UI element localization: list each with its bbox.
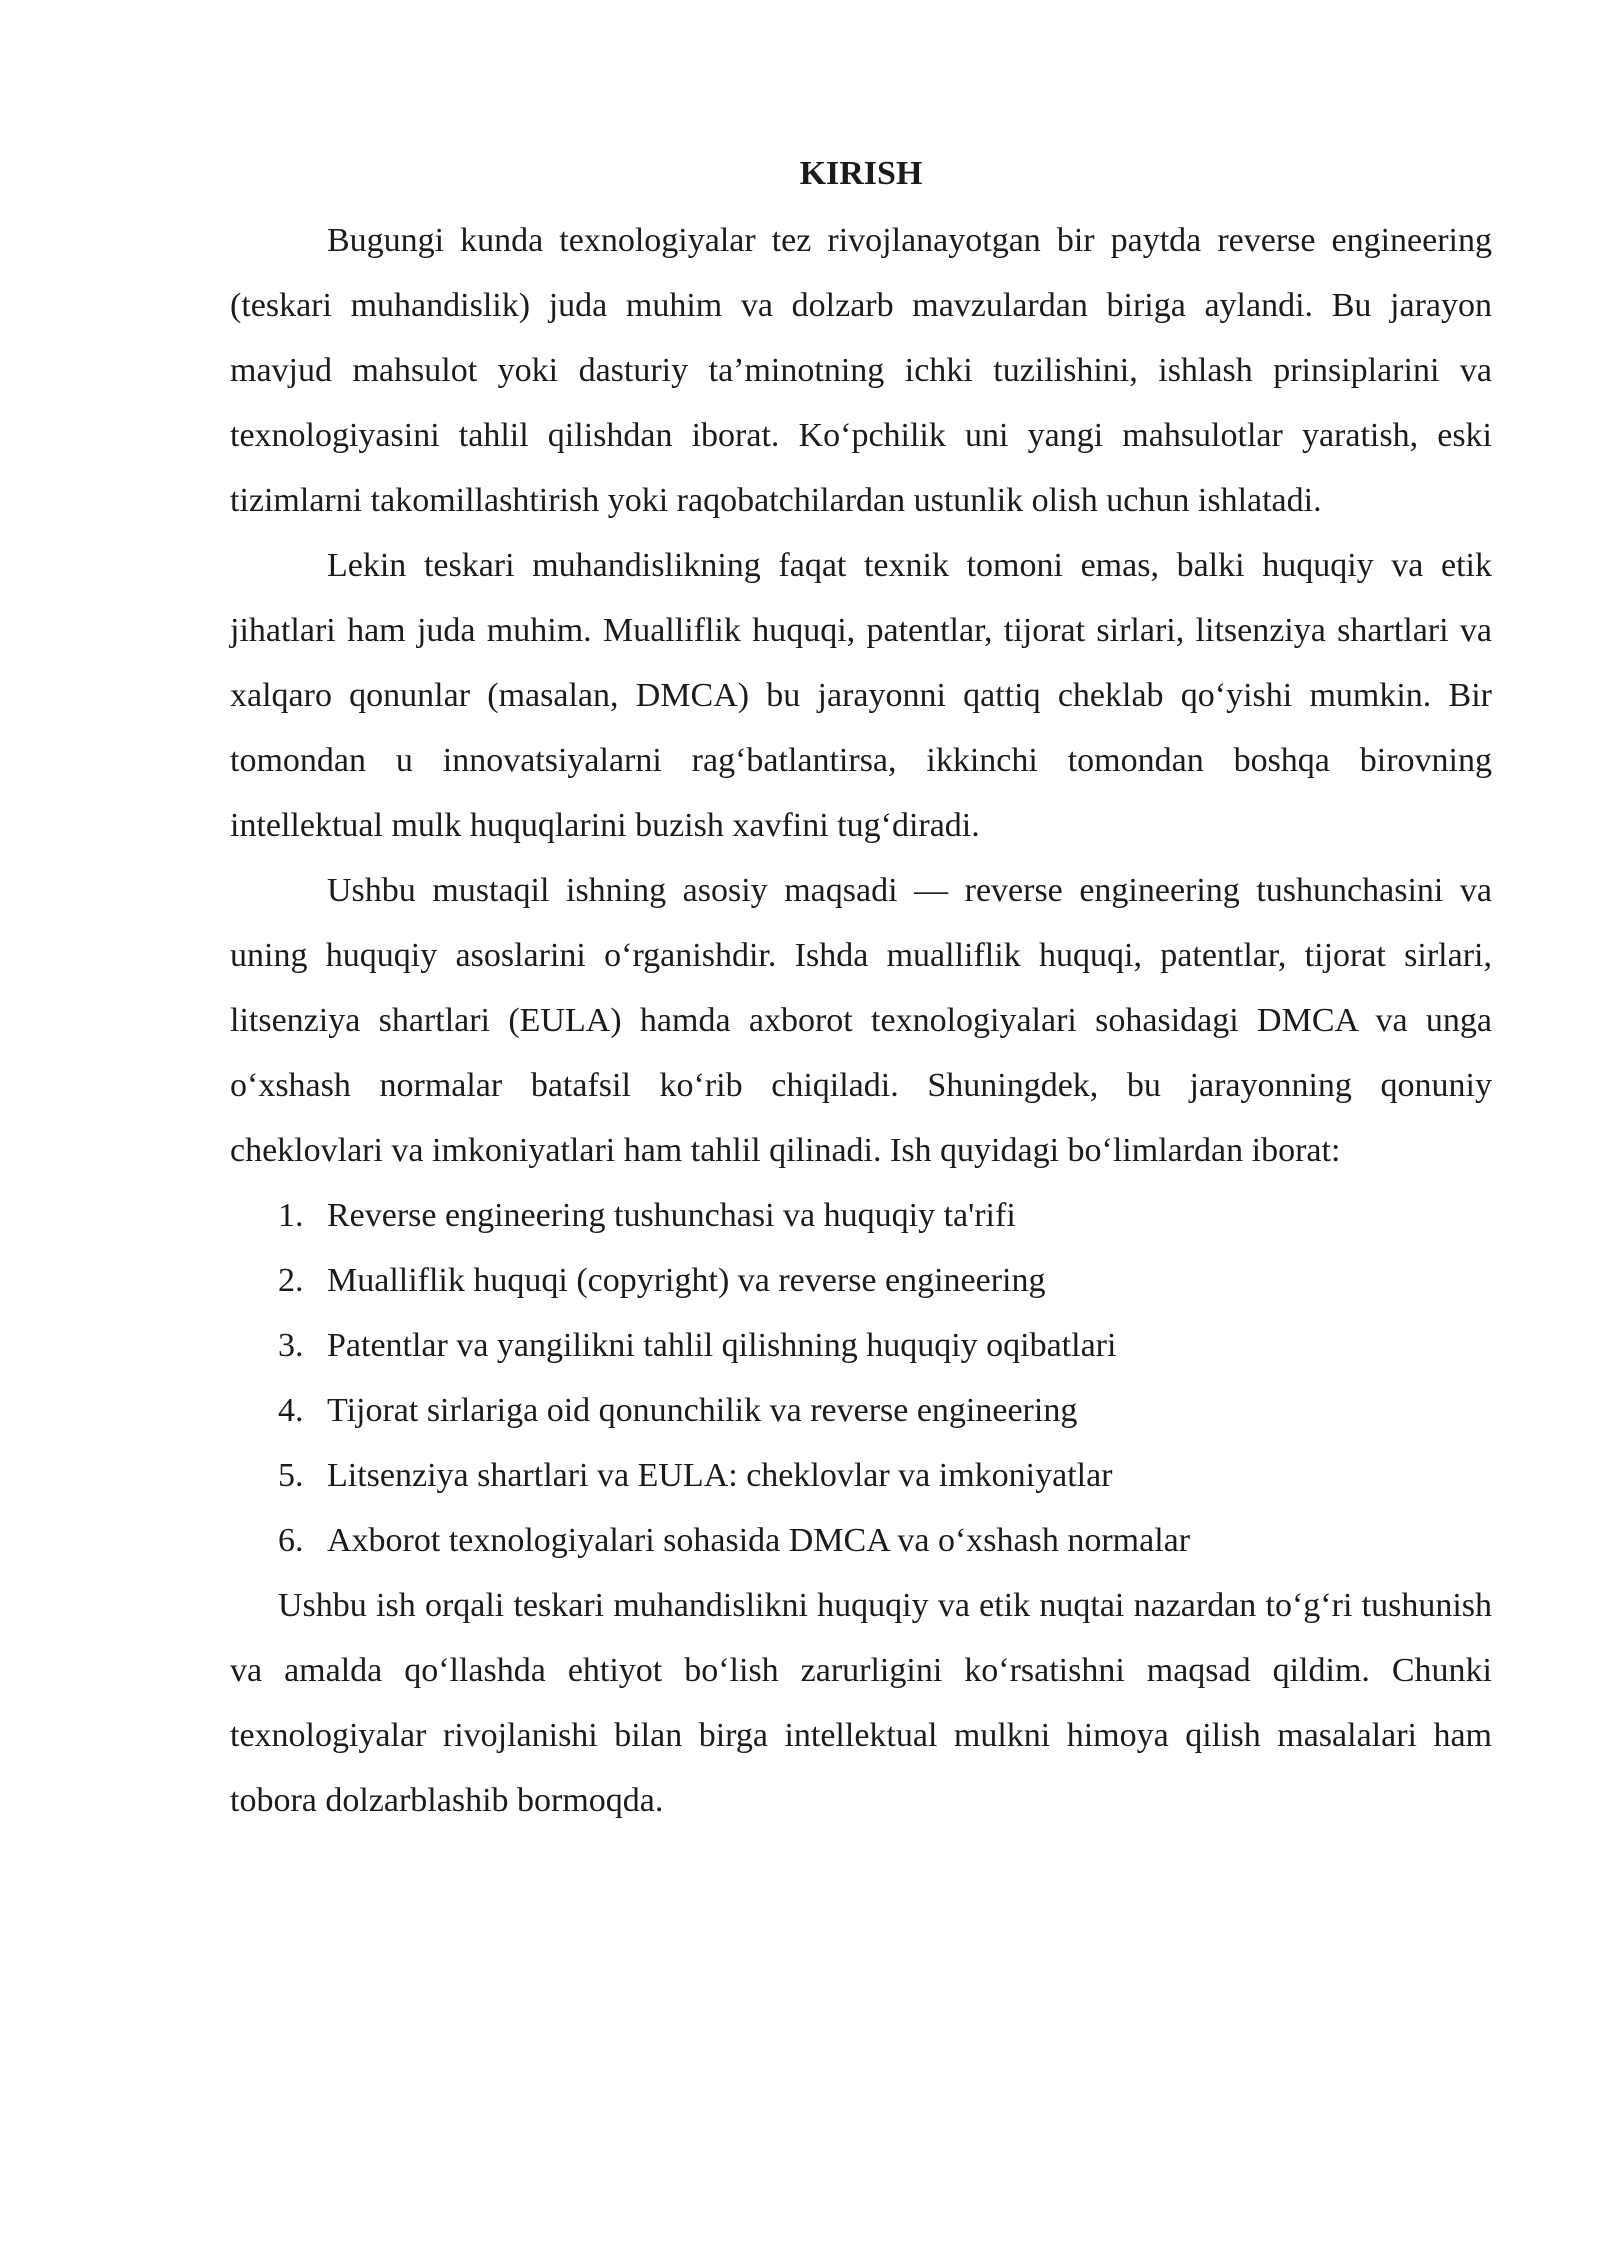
page-title: KIRISH: [799, 155, 923, 192]
list-item-text: Tijorat sirlariga oid qonunchilik va reverse engineering: [327, 1392, 1078, 1429]
list-item-text: Litsenziya shartlari va EULA: cheklovlar va imkoniyatlar: [327, 1457, 1113, 1494]
list-item-number: 6.: [278, 1522, 304, 1559]
list-item-number: 2.: [278, 1262, 304, 1299]
list-item-number: 5.: [278, 1457, 304, 1494]
list-item: [230, 1183, 1492, 1248]
list-item-number: 4.: [278, 1392, 304, 1429]
document-body: [230, 142, 1492, 1833]
list-item-number: 3.: [278, 1327, 304, 1364]
list-item: [230, 1443, 1492, 1508]
paragraph-closing: Ushbu ish orqali teskari muhandislikni huquqiy va etik nuqtai nazardan to‘g‘ri tushunish va amalda qo‘llashda ehtiyot bo‘lish zarurligini ko‘rsatishni maqsad qildim. Chunki texnologiyalar rivojlanishi bilan birga intellektual mulkni himoya qilish masalalari ham tobora dolzarblashib bormoqda.: [230, 1587, 1492, 1819]
list-item: [230, 1248, 1492, 1313]
list-item: [230, 1313, 1492, 1378]
paragraph-goal: Ushbu mustaqil ishning asosiy maqsadi — reverse engineering tushunchasini va uning huquqiy asoslarini o‘rganishdir. Ishda mualliflik huquqi, patentlar, tijorat sirlari, litsenziya shartlari (EULA) hamda axborot texnologiyalari sohasidagi DMCA va unga o‘xshash normalar batafsil ko‘rib chiqiladi. Shuningdek, bu jarayonning qonuniy cheklovlari va imkoniyatlari ham tahlil qilinadi. Ish quyidagi bo‘limlardan iborat:: [230, 872, 1492, 1169]
list-item: [230, 1508, 1492, 1573]
paragraph-legal-aspects: Lekin teskari muhandislikning faqat texnik tomoni emas, balki huquqiy va etik jihatlari ham juda muhim. Mualliflik huquqi, patentlar, tijorat sirlari, litsenziya shartlari va xalqaro qonunlar (masalan, DMCA) bu jarayonni qattiq cheklab qo‘yishi mumkin. Bir tomondan u innovatsiyalarni rag‘batlantirsa, ikkinchi tomondan boshqa birovning intellektual mulk huquqlarini buzish xavfini tug‘diradi.: [230, 547, 1492, 844]
list-item-text: Mualliflik huquqi (copyright) va reverse engineering: [327, 1262, 1046, 1299]
list-item-number: 1.: [278, 1197, 304, 1234]
paragraph-intro: Bugungi kunda texnologiyalar tez rivojlanayotgan bir paytda reverse engineering (teskari muhandislik) juda muhim va dolzarb mavzulardan biriga aylandi. Bu jarayon mavjud mahsulot yoki dasturiy ta’minotning ichki tuzilishini, ishlash prinsiplarini va texnologiyasini tahlil qilishdan iborat. Ko‘pchilik uni yangi mahsulotlar yaratish, eski tizimlarni takomillashtirish yoki raqobatchilardan ustunlik olish uchun ishlatadi.: [230, 222, 1492, 519]
list-item-text: Patentlar va yangilikni tahlil qilishning huquqiy oqibatlari: [327, 1327, 1117, 1364]
list-item-text: Axborot texnologiyalari sohasida DMCA va o‘xshash normalar: [327, 1522, 1191, 1559]
section-list: [230, 1183, 1492, 1573]
list-item-text: Reverse engineering tushunchasi va huquqiy ta'rifi: [327, 1197, 1016, 1234]
list-item: [230, 1378, 1492, 1443]
